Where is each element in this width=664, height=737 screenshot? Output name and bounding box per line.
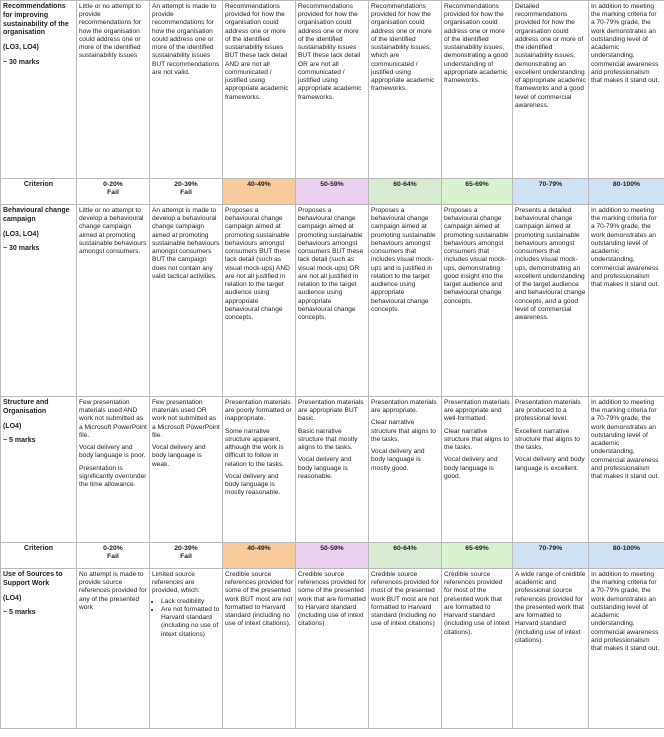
criterion-marks: ~ 30 marks <box>3 245 40 253</box>
band-80-100 <box>589 543 664 569</box>
sources-cell-4: Credible source references provided for some of the presented work that are formatted to Harvard standard (including use of intext citations) <box>296 569 369 729</box>
bcc-cell-6: Proposes a behavioural change campaign aimed at promoting sustainable behaviours amongst consumers that includes visual mock-ups, demonstrating good insight into the target audience and behavioural change concepts. <box>442 205 513 397</box>
struct-text: Presentation is significantly over/under the time allowance. <box>79 464 147 489</box>
criterion-title: Behavioural change campaign <box>3 207 70 223</box>
criterion-use-of-sources <box>1 569 77 729</box>
struct-cell-8 <box>589 397 664 543</box>
band-fail: Fail <box>180 189 192 197</box>
struct-text: Vocal delivery and body language is excellent. <box>515 456 585 472</box>
sources-intro: Limited source references are provided, which: <box>152 571 200 595</box>
struct-text: Vocal delivery and body language is good. <box>444 456 498 480</box>
band-range: 40-49% <box>247 545 271 552</box>
band-60-64 <box>369 543 442 569</box>
struct-cell-4 <box>296 397 369 543</box>
sources-cell-2 <box>150 569 223 729</box>
band-50-59 <box>296 179 369 205</box>
band-70-79 <box>513 543 589 569</box>
struct-text: Vocal delivery and body language is mostly reasonable. <box>225 472 281 497</box>
criterion-marks: ~ 30 marks <box>3 58 40 66</box>
band-80-100 <box>589 179 664 205</box>
bcc-cell-5: Proposes a behavioural change campaign aimed at promoting sustainable behaviours amongst consumers that includes visual mock-ups and is justified in relation to the target audience using appropriate behavioural change concepts. <box>369 205 442 397</box>
band-40-49 <box>223 179 296 205</box>
struct-cell-6 <box>442 397 513 543</box>
band-range: 20-39% <box>174 545 198 552</box>
bcc-cell-3: Proposes a behavioural change campaign aimed at promoting sustainable behaviours amongst consumers BUT these lack detail (such as visual mock-ups) AND are not all justified in relation to the target audience using appropriate behavioural change concepts. <box>223 205 296 397</box>
band-60-64 <box>369 179 442 205</box>
criterion-lo: (LO4) <box>3 422 22 430</box>
band-fail: Fail <box>180 553 192 561</box>
band-range: 60-64% <box>393 181 417 188</box>
struct-cell-1 <box>77 397 150 543</box>
band-65-69 <box>442 179 513 205</box>
band-range: 40-49% <box>247 181 271 188</box>
rec-cell-8: In addition to meeting the marking criteria for a 70-79% grade, the work demonstrates an outstanding level of academic understanding, commercial awareness and professionalism that makes it stand out. <box>589 1 664 179</box>
bullet-item: • Lack credibility <box>161 598 220 606</box>
sources-cell-5: Credible source references provided for most of the presented work BUT most are not formatted to Harvard standard (including no use of intext citations) <box>369 569 442 729</box>
bcc-cell-4: Proposes a behavioural change campaign aimed at promoting sustainable behaviours amongst consumers BUT these lack detail (such as visual mock-ups) OR are not all justified in relation to the target audience using appropriate behavioural change concepts. <box>296 205 369 397</box>
struct-text: Vocal delivery and body language is reasonable. <box>298 456 352 480</box>
band-50-59 <box>296 543 369 569</box>
band-range: 50-59% <box>320 181 344 188</box>
struct-text: Vocal delivery and body language is poor. <box>79 444 146 460</box>
criterion-marks: ~ 5 marks <box>3 609 36 617</box>
criterion-behavioural-change-campaign <box>1 205 77 397</box>
band-range: 80-100% <box>612 181 641 188</box>
band-20-39 <box>150 179 223 205</box>
struct-text: Vocal delivery and body language is weak. <box>152 444 206 468</box>
grade-band-header-1 <box>1 179 664 205</box>
struct-text: Presentation materials are appropriate. <box>371 399 437 415</box>
bcc-cell-1: Little or no attempt to develop a behavioural change campaign aimed at promoting sustainable behaviours amongst consumers. <box>77 205 150 397</box>
rec-cell-2: An attempt is made to provide recommendations for how the organisation could address one or more of the identified sustainability issues BUT recommendations are not valid. <box>150 1 223 179</box>
criterion-title: Recommendations for improving sustainability of the organisation <box>3 3 69 37</box>
struct-cell-2 <box>150 397 223 543</box>
struct-text: Few presentation materials used OR work not submitted as a Microsoft PowerPoint file. <box>152 399 220 439</box>
criterion-recommendations <box>1 1 77 179</box>
struct-text: Basic narrative structure that mostly aligns to the tasks. <box>298 427 358 452</box>
struct-text: Few presentation materials used AND work not submitted as a Microsoft PowerPoint file. <box>79 399 147 439</box>
row-use-of-sources <box>1 569 664 729</box>
rec-cell-1: Little or no attempt to provide recommendations for how the organisation could address one or more of the identified sustainability issues <box>77 1 150 179</box>
sources-cell-8: In addition to meeting the marking criteria for a 70-79% grade, the work demonstrates an outstanding level of academic understanding, commercial awareness and professionalism that makes it stand out. <box>589 569 664 729</box>
sources-cell-3: Credible source references provided for some of the presented work BUT most are not formatted to Harvard standard (including no use of intext citations). <box>223 569 296 729</box>
band-0-20 <box>77 179 150 205</box>
criterion-header: Criterion <box>1 179 77 205</box>
criterion-lo: (LO3, LO4) <box>3 44 39 51</box>
band-range: 80-100% <box>612 545 641 552</box>
band-range: 20-39% <box>174 181 198 188</box>
band-20-39 <box>150 543 223 569</box>
band-0-20 <box>77 543 150 569</box>
sources-cell-7: A wide range of credible academic and professional source references provided for the presented work that are formatted to Harvard standard (including use of intext citations). <box>513 569 589 729</box>
grade-band-header-2 <box>1 543 664 569</box>
row-structure-organisation <box>1 397 664 543</box>
criterion-header: Criterion <box>1 543 77 569</box>
band-fail: Fail <box>107 189 119 197</box>
band-range: 0-20% <box>103 545 123 552</box>
bcc-cell-7: Presents a detailed behavioural change campaign aimed at promoting sustainable behaviours amongst consumers that includes visual mock-ups, demonstrating an excellent understanding of the target audience and behavioural change concepts, and a good level of commercial awareness. <box>513 205 589 397</box>
criterion-title: Use of Sources to Support Work <box>3 571 63 587</box>
criterion-structure-organisation <box>1 397 77 543</box>
rec-cell-4: Recommendations provided for how the organisation could address one or more of the identified sustainability issues BUT these lack detail OR are not all communicated / justified using appropriate academic frameworks. <box>296 1 369 179</box>
band-range: 65-69% <box>465 181 489 188</box>
struct-text: Clear narrative structure that aligns to the tasks. <box>371 419 436 443</box>
criterion-lo: (LO3, LO4) <box>3 230 39 238</box>
sources-bullet-list <box>152 598 220 639</box>
struct-text: Clear narrative structure that aligns to the tasks. <box>444 427 509 452</box>
struct-text: Excellent narrative structure that aligns to the tasks. <box>515 427 580 452</box>
criterion-title: Structure and Organisation <box>3 399 49 415</box>
bcc-cell-2: An attempt is made to develop a behavioural change campaign aimed at promoting sustainable behaviours amongst consumers BUT the campaign does not contain any valid tactical activities. <box>150 205 223 397</box>
band-range: 0-20% <box>103 181 123 188</box>
band-70-79 <box>513 179 589 205</box>
rec-cell-3: Recommendations provided for how the organisation could address one or more of the identified sustainability issues BUT these lack detail AND are not all communicated / justified using appropriate academic frameworks. <box>223 1 296 179</box>
bullet-item: • Are not formatted to Harvard standard (including no use of intext citations) <box>161 606 220 639</box>
struct-cell-3 <box>223 397 296 543</box>
band-range: 70-79% <box>538 181 563 188</box>
struct-cell-5 <box>369 397 442 543</box>
rec-cell-5: Recommendations provided for how the organisation could address one or more of the identified sustainability issues, which are communicated / justified using appropriate academic frameworks. <box>369 1 442 179</box>
band-range: 70-79% <box>538 545 563 552</box>
bcc-cell-8: In addition to meeting the marking criteria for a 70-79% grade, the work demonstrates an outstanding level of academic understanding, commercial awareness and professionalism that makes it stand out. <box>589 205 664 397</box>
band-40-49 <box>223 543 296 569</box>
criterion-marks: ~ 5 marks <box>3 437 36 445</box>
struct-text: Presentation materials are appropriate and well-formatted. <box>444 399 510 423</box>
struct-cell-7 <box>513 397 589 543</box>
struct-text: Some narrative structure apparent, although the work is difficult to follow in relation to the tasks. <box>225 427 285 468</box>
band-fail: Fail <box>107 553 119 561</box>
struct-text: Vocal delivery and body language is mostly good. <box>371 448 425 472</box>
sources-cell-6: Credible source references provided for most of the presented work that are formatted to Harvard standard (including use of intext citations). <box>442 569 513 729</box>
band-range: 65-69% <box>465 545 489 552</box>
row-recommendations <box>1 1 664 179</box>
struct-text: Presentation materials are produced to a professional level. <box>515 399 581 423</box>
rec-cell-6: Recommendations provided for how the organisation could address one or more of the identified sustainability issues, demonstrating a good understanding of appropriate academic frameworks. <box>442 1 513 179</box>
criterion-lo: (LO4) <box>3 594 22 602</box>
struct-text: In addition to meeting the marking criteria for a 70-79% grade, the work demonstrates an outstanding level of academic understanding, commercial awareness and professionalism that makes it stand out. <box>591 399 660 481</box>
band-range: 60-64% <box>393 545 417 552</box>
struct-text: Presentation materials are poorly formatted or inappropriate. <box>225 399 292 423</box>
band-65-69 <box>442 543 513 569</box>
band-range: 50-59% <box>320 545 344 552</box>
row-behavioural-change-campaign <box>1 205 664 397</box>
struct-text: Presentation materials are appropriate BUT basic. <box>298 399 364 423</box>
sources-cell-1: No attempt is made to provide source references provided for any of the presented work <box>77 569 150 729</box>
rec-cell-7: Detailed recommendations provided for how the organisation could address one or more of the identified sustainability issues, demonstrating an excellent understanding of appropriate academic frameworks and a good level of commercial awareness. <box>513 1 589 179</box>
